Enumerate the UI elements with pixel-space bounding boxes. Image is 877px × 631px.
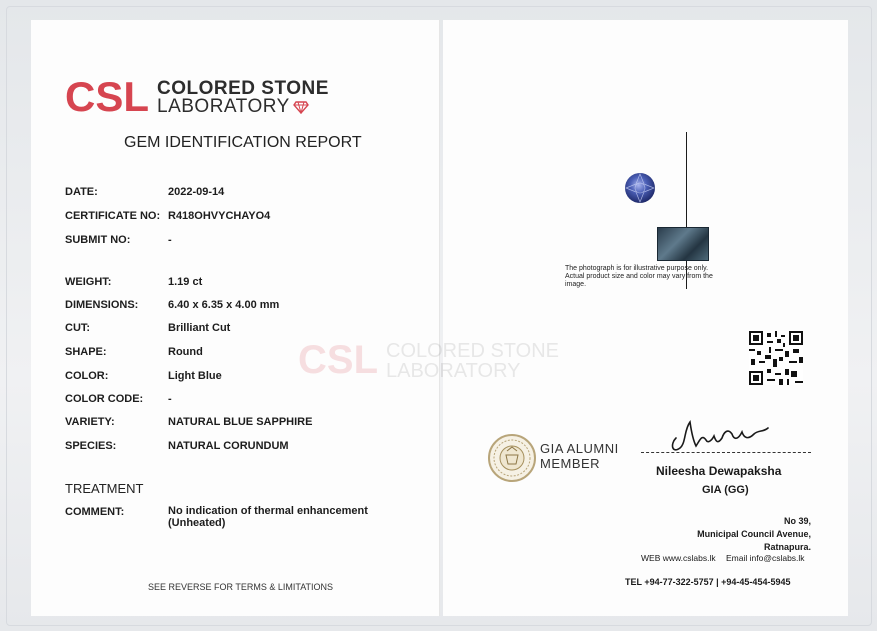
footer-note: SEE REVERSE FOR TERMS & LIMITATIONS bbox=[148, 582, 334, 592]
gia-badge-line1: GIA ALUMNI bbox=[540, 441, 619, 456]
field-value: R418OHVYCHAYO4 bbox=[168, 210, 271, 222]
field-value: NATURAL CORUNDUM bbox=[168, 440, 289, 452]
sapphire-photo bbox=[622, 170, 658, 206]
field-label: COLOR: bbox=[65, 370, 109, 382]
gia-alumni-badge bbox=[540, 441, 619, 471]
field-value: - bbox=[168, 393, 172, 405]
contact-web-email bbox=[641, 553, 805, 563]
comment-line1: No indication of thermal enhancement bbox=[168, 505, 368, 517]
contact-email: Email info@cslabs.lk bbox=[726, 553, 805, 563]
gia-seal-icon bbox=[487, 433, 537, 483]
watermark-abbr: CSL bbox=[298, 338, 378, 382]
logo-wordmark bbox=[157, 80, 329, 116]
report-title: GEM IDENTIFICATION REPORT bbox=[124, 134, 362, 151]
field-value: NATURAL BLUE SAPPHIRE bbox=[168, 416, 313, 428]
watermark-line2: LABORATORY bbox=[386, 359, 521, 382]
comment-label: COMMENT: bbox=[65, 506, 125, 518]
field-value: Brilliant Cut bbox=[168, 322, 231, 334]
logo-line1: COLORED STONE bbox=[157, 78, 329, 99]
field-label: SHAPE: bbox=[65, 346, 107, 358]
qr-code bbox=[749, 331, 803, 385]
field-value: 2022-09-14 bbox=[168, 186, 225, 198]
logo-abbr: CSL bbox=[65, 73, 149, 120]
contact-tel: TEL +94-77-322-5757 | +94-45-454-5945 bbox=[625, 577, 791, 587]
contact-web: WEB www.cslabs.lk bbox=[641, 553, 716, 563]
gia-badge-line2: MEMBER bbox=[540, 456, 601, 471]
signature-line bbox=[641, 452, 811, 453]
comment-line2: (Unheated) bbox=[168, 517, 226, 529]
watermark-wordmark bbox=[386, 341, 559, 381]
address-line3: Ratnapura. bbox=[763, 542, 811, 552]
field-value: - bbox=[168, 234, 172, 246]
field-label: SPECIES: bbox=[65, 440, 117, 452]
field-label: COLOR CODE: bbox=[65, 393, 144, 405]
treatment-heading: TREATMENT bbox=[65, 481, 144, 496]
address-line2: Municipal Council Avenue, bbox=[697, 529, 811, 539]
report-right-page bbox=[443, 20, 848, 616]
address-line1: No 39, bbox=[783, 516, 811, 526]
field-label: CUT: bbox=[65, 322, 91, 334]
logo-line2-wrap bbox=[157, 98, 329, 116]
field-label: CERTIFICATE NO: bbox=[65, 210, 161, 222]
field-label: DATE: bbox=[65, 186, 98, 198]
photo-disclaimer: The photograph is for illustrative purpose only. Actual product size and color may vary from the image. bbox=[565, 265, 713, 288]
csl-logo bbox=[65, 73, 329, 120]
watermark-line1: COLORED STONE bbox=[386, 339, 559, 362]
field-label: VARIETY: bbox=[65, 416, 115, 428]
signatory-title: GIA (GG) bbox=[702, 484, 749, 496]
field-label: SUBMIT NO: bbox=[65, 234, 131, 246]
logo-line2: LABORATORY bbox=[157, 96, 290, 117]
watermark-logo bbox=[298, 338, 559, 383]
hologram-sticker bbox=[657, 227, 709, 261]
field-value: 6.40 x 6.35 x 4.00 mm bbox=[168, 299, 280, 311]
signatory-name: Nileesha Dewapaksha bbox=[656, 464, 782, 478]
field-value: Light Blue bbox=[168, 370, 222, 382]
field-value: 1.19 ct bbox=[168, 276, 203, 288]
field-label: DIMENSIONS: bbox=[65, 299, 139, 311]
diamond-icon bbox=[293, 101, 309, 114]
comment-value bbox=[168, 505, 408, 529]
field-label: WEIGHT: bbox=[65, 276, 112, 288]
field-value: Round bbox=[168, 346, 203, 358]
